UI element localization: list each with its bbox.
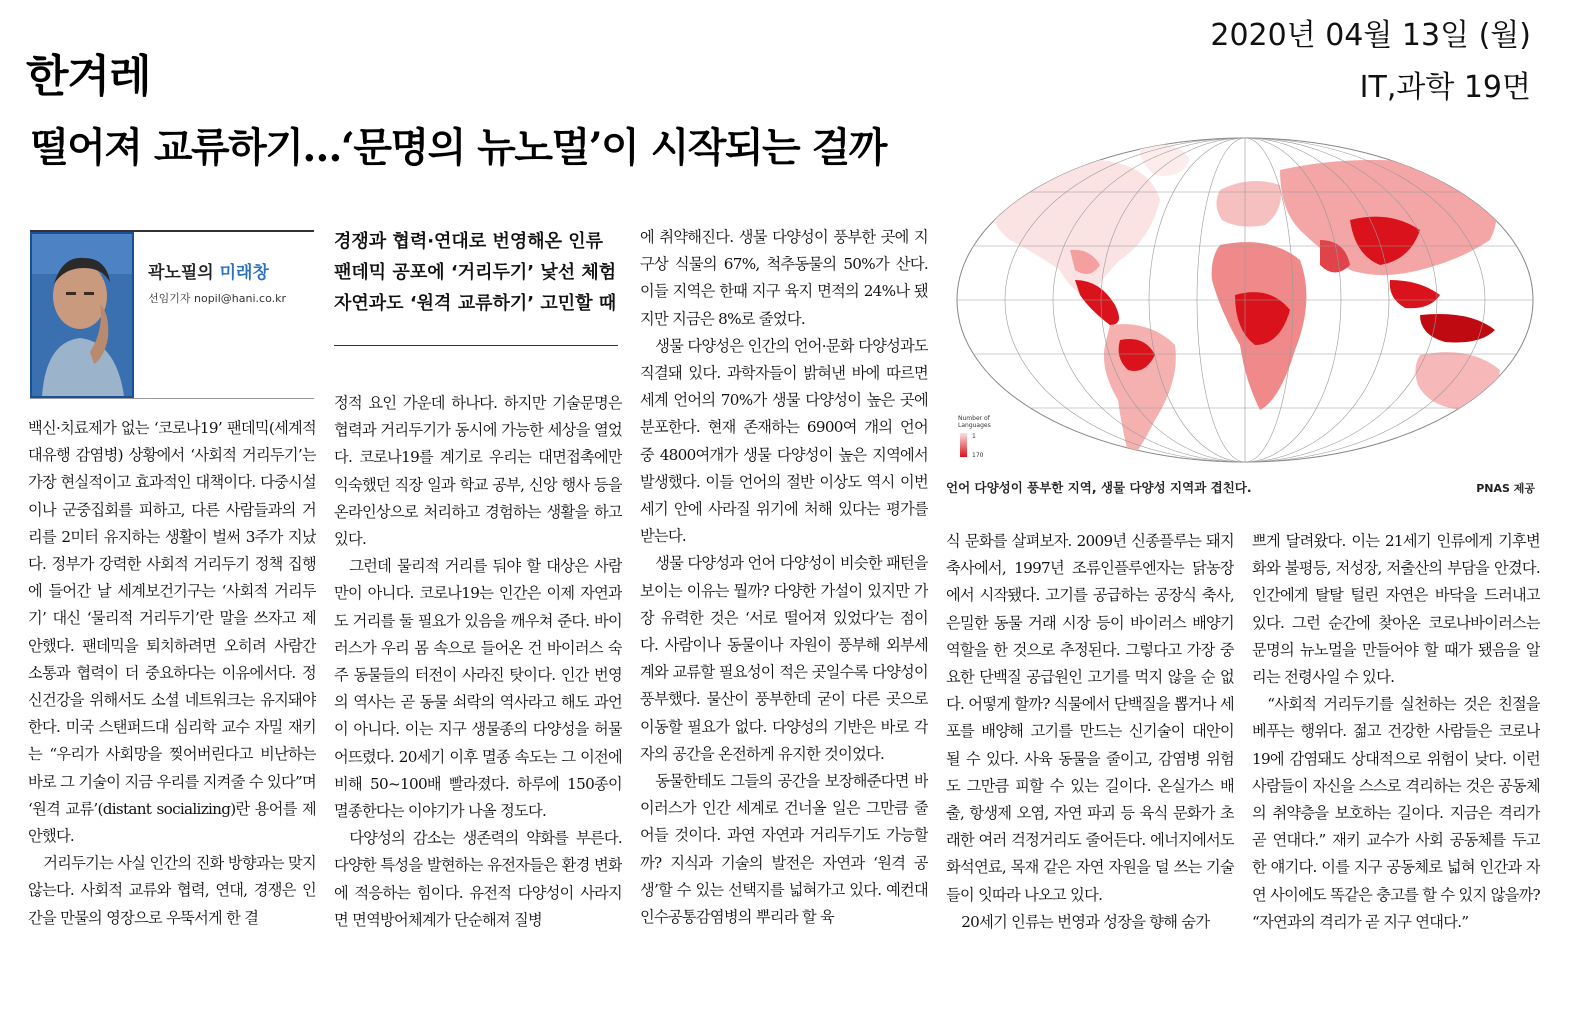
columnist-byline: 선임기자 nopil@hani.co.kr [148, 292, 287, 305]
body-paragraph: 생물 다양성은 인간의 언어·문화 다양성과도 직결돼 있다. 과학자들이 밝혀낸 바에 따르면 세계 언어의 70%가 생물 다양성이 높은 곳에 분포한다. 현재 존재하는 6900여 개의 언어 중 4800여개가 생물 다양성이 높은 지역에서 발생했다. 이들 언어의 절반 이상도 역시 이번 세기 안에 사라질 위기에 처해 있다는 평가를 받는다. [640, 336, 928, 546]
columnist-name [148, 258, 269, 283]
issue-date: 2020년 04월 13일 (월) [1210, 18, 1531, 53]
body-column-3 [640, 224, 928, 975]
map-legend [960, 433, 967, 457]
newspaper-logo: 한겨레 [26, 51, 151, 102]
columnist-portrait [30, 232, 134, 398]
body-paragraph: 정적 요인 가운데 하나다. 하지만 기술문명은 협력과 거리두기가 동시에 가능한 세상을 열었다. 코로나19를 계기로 우리는 대면접촉에만 익숙했던 직장 일과 학교 공부, 신앙 행사 등을 온라인상으로 처리하고 경험하는 생활을 하고 있다. [334, 394, 622, 549]
body-paragraph: 쁘게 달려왔다. 이는 21세기 인류에게 기후변화와 불평등, 저성장, 저출산의 부담을 안겼다. 인간에게 탈탈 털린 자연은 바닥을 드러내고 있다. 그런 순간에 찾아온 코로나바이러스는 문명의 뉴노멀을 만들어야 할 때가 됐음을 알리는 전령사일 수 있다. [1252, 532, 1540, 687]
body-column-5 [1252, 528, 1540, 975]
language-diversity-map [950, 130, 1540, 470]
figure-credit: PNAS 제공 [1476, 482, 1535, 495]
article-headline: 떨어져 교류하기…‘문명의 뉴노멀’이 시작되는 걸까 [30, 124, 886, 171]
body-paragraph: 백신·치료제가 없는 ‘코로나19’ 팬데믹(세계적 대유행 감염병) 상황에서 ‘사회적 거리두기’는 가장 현실적이고 효과적인 대책이다. 다중시설이나 군중집회를 피하고, 다른 사람들과의 거리를 2미터 유지하는 생활이 벌써 3주가 지났다. 정부가 강력한 사회적 거리두기 정책 집행에 들어간 날 세계보건기구는 ‘사회적 거리두기’ 대신 ‘물리적 거리두기’란 말을 쓰자고 제안했다. 팬데믹을 퇴치하려면 오히려 사람간 소통과 협력이 더 중요하다는 이유에서다. 정신건강을 위해서도 소셜 네트워크는 유지돼야 한다. 미국 스탠퍼드대 심리학 교수 자밀 재키는 “우리가 사회망을 찢어버린다고 비난하는 바로 그 기술이 지금 우리를 지켜줄 수 있다”며 ‘원격 교류’(distant socializing)란 용어를 제안했다. [28, 419, 316, 846]
body-column-2 [334, 390, 622, 975]
subhead-divider [334, 345, 618, 346]
map-legend-max: 170 [972, 452, 984, 459]
article-subhead [334, 226, 624, 319]
figure-caption: 언어 다양성이 풍부한 지역, 생물 다양성 지역과 겹친다. [946, 480, 1252, 495]
body-paragraph: 20세기 인류는 번영과 성장을 향해 숨가 [961, 912, 1210, 931]
body-paragraph: 그런데 물리적 거리를 둬야 할 대상은 사람만이 아니다. 코로나19는 인간은 이제 자연과도 거리를 둘 필요가 있음을 깨우쳐 준다. 바이러스가 우리 몸 속으로 들어온 건 바이러스 숙주 동물들의 터전이 사라진 탓이다. 인간 번영의 역사는 곧 동물 쇠락의 역사라고 해도 과언이 아니다. 이는 지구 생물종의 다양성을 허물어뜨렸다. 20세기 이후 멸종 속도는 그 이전에 비해 50~100배 빨라졌다. 하루에 150종이 멸종한다는 이야기가 나올 정도다. [334, 557, 622, 821]
columnist-name-prefix: 곽노필의 [148, 263, 214, 283]
map-legend-title: Number of Languages [958, 415, 991, 429]
body-paragraph: “사회적 거리두기를 실천하는 것은 친절을 베푸는 행위다. 젊고 건강한 사람들은 코로나19에 감염돼도 상대적으로 위험이 낮다. 이런 사람들이 자신을 스스로 격리하는 것은 공동체의 취약층을 보호하는 길이다. 지금은 격리가 곧 연대다.” 재키 교수가 사회 공동체를 두고 한 얘기다. 이를 지구 공동체로 넓혀 인간과 자연 사이에도 똑같은 충고를 할 수 있지 않을까? “자연과의 격리가 곧 지구 연대다.” [1252, 695, 1540, 931]
subhead-line: 팬데믹 공포에 ‘거리두기’ 낯선 체험 [334, 262, 617, 283]
subhead-line: 자연과도 ‘원격 교류하기’ 고민할 때 [334, 293, 617, 314]
body-paragraph: 거리두기는 사실 인간의 진화 방향과는 맞지 않는다. 사회적 교류와 협력, 연대, 경쟁은 인간을 만물의 영장으로 우뚝서게 한 결 [28, 854, 316, 927]
map-landmasses [950, 130, 1540, 470]
columnist-box [30, 230, 314, 399]
body-paragraph: 동물한테도 그들의 공간을 보장해준다면 바이러스가 인간 세계로 건너올 일은 그만큼 줄어들 것이다. 과연 자연과 거리두기도 가능할까? 지식과 기술의 발전은 자연과 ‘원격 공생’할 수 있는 선택지를 넓혀가고 있다. 예컨대 인수공통감염병의 뿌리라 할 육 [640, 772, 928, 927]
section-page: IT,과학 19면 [1359, 70, 1531, 105]
body-column-4 [946, 528, 1234, 975]
body-paragraph: 식 문화를 살펴보자. 2009년 신종플루는 돼지축사에서, 1997년 조류인플루엔자는 닭농장에서 시작됐다. 고기를 공급하는 공장식 축사, 은밀한 동물 거래 시장 등이 바이러스 배양기 역할을 한 것으로 추정된다. 그렇다고 가장 중요한 단백질 공급원인 고기를 먹지 않을 순 없다. 어떻게 할까? 식물에서 단백질을 뽑거나 세포를 배양해 고기를 만드는 신기술이 대안이 될 수 있다. 사육 동물을 줄이고, 감염병 위험도 그만큼 피할 수 있는 길이다. 온실가스 배출, 항생제 오염, 자연 파괴 등 육식 문화가 초래한 여러 걱정거리도 줄어든다. 에너지에서도 화석연료, 목재 같은 자연 자원을 덜 쓰는 기술들이 잇따라 나오고 있다. [946, 532, 1234, 904]
subhead-line: 경쟁과 협력·연대로 번영해온 인류 [334, 231, 604, 252]
body-paragraph: 다양성의 감소는 생존력의 약화를 부른다. 다양한 특성을 발현하는 유전자들은 환경 변화에 적응하는 힘이다. 유전적 다양성이 사라지면 면역방어체계가 단순해져 질병 [334, 829, 622, 929]
column-title: 미래창 [219, 263, 269, 283]
body-paragraph: 에 취약해진다. 생물 다양성이 풍부한 곳에 지구상 식물의 67%, 척추동물의 50%가 산다. 이들 지역은 한때 지구 육지 면적의 24%나 됐지만 지금은 8%로 줄었다. [640, 228, 928, 328]
map-legend-min: 1 [972, 433, 976, 440]
body-paragraph: 생물 다양성과 언어 다양성이 비슷한 패턴을 보이는 이유는 뭘까? 다양한 가설이 있지만 가장 유력한 것은 ‘서로 떨어져 있었다’는 점이다. 사람이나 동물이나 자원이 풍부해 외부세계와 교류할 필요성이 적은 곳일수록 다양성이 풍부했다. 물산이 풍부한데 굳이 다른 곳으로 이동할 필요가 없다. 다양성의 기반은 바로 각자의 공간을 온전하게 유지한 것이었다. [640, 554, 928, 763]
body-column-1 [28, 415, 316, 975]
